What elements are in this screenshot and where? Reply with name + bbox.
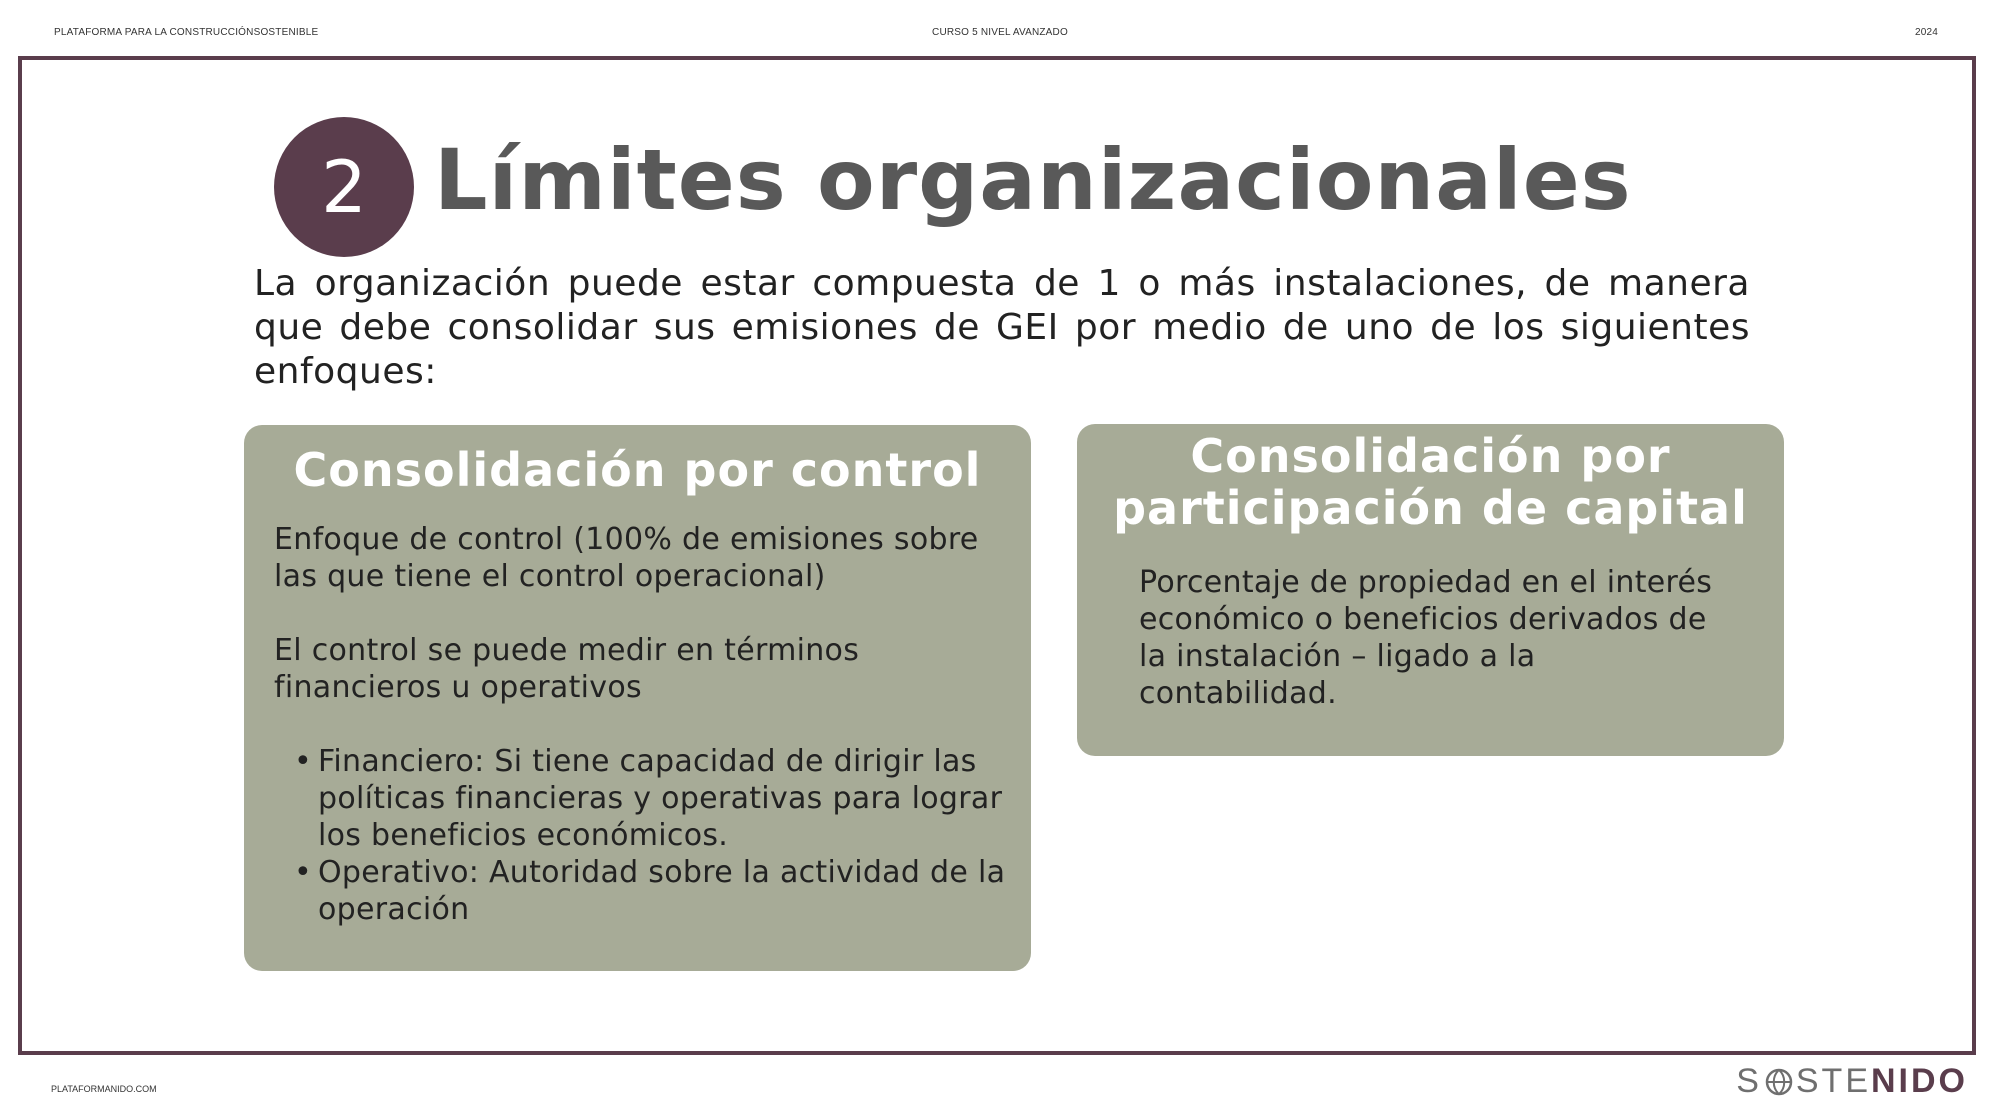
slide-title: Límites organizacionales [434, 131, 1632, 229]
card-control-title: Consolidación por control [293, 443, 982, 497]
bullet-dot-icon: • [294, 855, 312, 890]
logo-text-s: S [1736, 1062, 1762, 1100]
footer-website: PLATAFORMANIDO.COM [51, 1084, 157, 1094]
logo-text-ste: STE [1795, 1062, 1871, 1100]
bullet-operational [294, 854, 1014, 928]
logo-text-nido: NIDO [1871, 1062, 1968, 1100]
card-control-bullet-list [294, 743, 1014, 928]
header-left-text: PLATAFORMA PARA LA CONSTRUCCIÓNSOSTENIBLE [54, 27, 319, 38]
card-capital-paragraph: Porcentaje de propiedad en el interés económico o beneficios derivados de la instalación – ligado a la contabilidad. [1139, 565, 1713, 711]
bullet-financial-text: Financiero: Si tiene capacidad de dirigir las políticas financieras y operativas para lograr los beneficios económicos. [318, 744, 1003, 853]
card-control-paragraph-1: Enfoque de control (100% de emisiones sobre las que tiene el control operacional) [274, 522, 979, 594]
bullet-dot-icon: • [294, 744, 312, 779]
globe-icon [1764, 1067, 1794, 1097]
card-capital-title: Consolidación por participación de capital [1113, 429, 1748, 535]
bullet-financial [294, 743, 1014, 854]
header-year: 2024 [1914, 27, 1938, 38]
section-number-badge [274, 117, 414, 257]
sostenido-logo [1736, 1062, 1968, 1101]
bullet-operational-text: Operativo: Autoridad sobre la actividad de la operación [318, 855, 1006, 927]
intro-paragraph: La organización puede estar compuesta de 1 o más instalaciones, de manera que debe consolidar sus emisiones de GEI por medio de uno de los siguientes enfoques: [254, 263, 1750, 392]
header-center-text: CURSO 5 NIVEL AVANZADO [932, 27, 1068, 38]
card-control-paragraph-2: El control se puede medir en términos financieros u operativos [274, 633, 860, 705]
section-number: 2 [321, 145, 367, 229]
